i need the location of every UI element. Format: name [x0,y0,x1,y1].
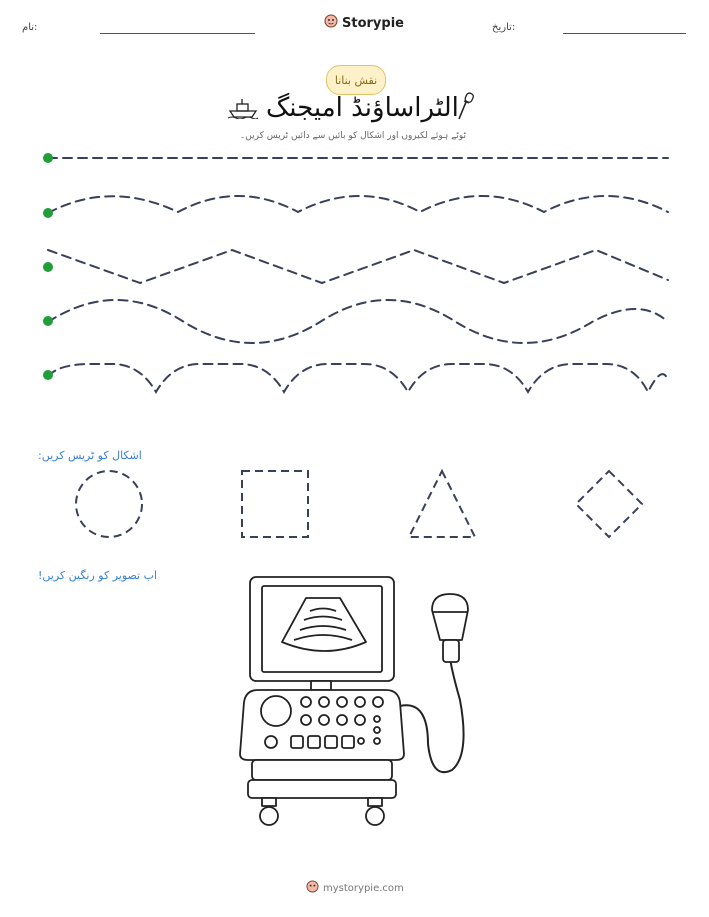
console [240,690,404,760]
color-label: اب تصویر کو رنگین کریں! [38,569,158,582]
shapes-label: اشکال کو ٹریس کریں: [38,449,142,462]
ultrasound-probe-icon [455,92,477,122]
trace-line-zigzag [48,250,668,283]
storypie-logo-icon [324,14,338,32]
start-dot [43,262,53,272]
start-dot [43,370,53,380]
trace-diamond [576,471,642,537]
brand-name: Storypie [342,15,404,31]
trace-line-wave [48,196,668,213]
date-line[interactable] [563,33,686,34]
footer-url[interactable]: mystorypie.com [323,882,404,894]
trace-square [242,471,308,537]
start-dot [43,316,53,326]
instructions: ٹوٹے ہوئے لکیروں اور اشکال کو بائیں سے دائیں ٹریس کریں۔ [240,131,467,141]
start-dot [43,208,53,218]
brand [324,14,404,32]
boat-icon [228,97,258,119]
activity-badge: نقش بنانا [326,65,386,95]
monitor [250,577,394,681]
date-label: تاریخ: [492,22,516,33]
footer [306,880,404,896]
name-label: نام: [22,22,38,33]
trace-line-bumps [48,364,668,392]
storypie-logo-icon [306,880,319,896]
page-title: الٹراساؤنڈ امیجنگ [266,93,459,123]
name-line[interactable] [100,33,255,34]
trace-line-wave-2 [48,300,668,343]
trace-triangle [409,471,475,537]
scan-fan [282,598,366,651]
wheel [366,807,384,825]
console-dial [261,696,291,726]
start-dot [43,153,53,163]
wheel [260,807,278,825]
trace-circle [76,471,142,537]
screen [262,586,382,672]
probe [432,594,468,640]
